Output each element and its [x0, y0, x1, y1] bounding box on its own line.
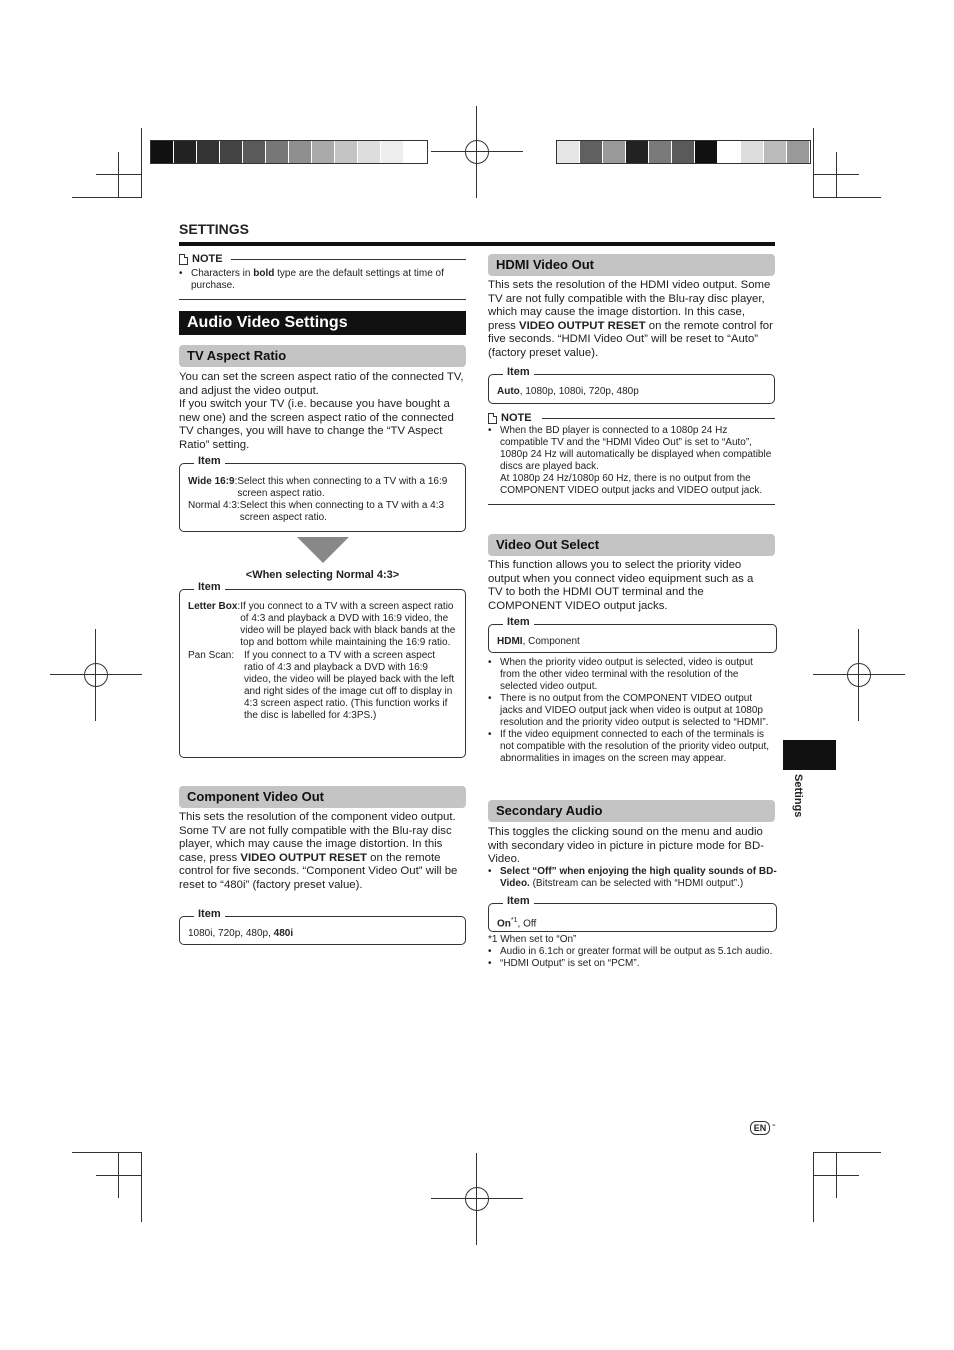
color-bar-right: [556, 140, 811, 164]
color-swatch: [718, 141, 741, 163]
side-tab: [783, 740, 836, 770]
heading-video-out-select: Video Out Select: [488, 534, 775, 556]
component-paragraph: This sets the resolution of the component video output. Some TV are not fully compatible with the Blu-ray disc player, which may cause the image distortion. In this case, press VIDEO OUTPUT RESET on the remote control for five seconds. “Component Video Out” will be reset to “480i” (factory preset value).: [179, 811, 458, 891]
when-selecting-heading: <When selecting Normal 4:3>: [245, 569, 400, 581]
heading-component-video-out: Component Video Out: [179, 786, 466, 808]
hdmi-options: Auto, 1080p, 1080i, 720p, 480p: [497, 386, 639, 397]
color-swatch: [381, 141, 404, 163]
color-bar-left: [150, 140, 428, 164]
color-swatch: [787, 141, 810, 163]
page-title: SETTINGS: [179, 221, 250, 237]
color-swatch: [580, 141, 603, 163]
secondary-audio-bullet: [488, 866, 778, 890]
secondary-audio-item-box: [488, 895, 777, 932]
color-swatch: [358, 141, 381, 163]
color-swatch: [649, 141, 672, 163]
crop-mark: [118, 152, 119, 198]
secondary-audio-options: On$^{*1}$, Off: [497, 917, 537, 930]
footnote-bullets: [488, 946, 775, 970]
list-item: • If the video equipment connected to each of the terminals is not compatible with the resolution of the priority video output, abnormalities in images on the screen may appear.: [488, 729, 775, 765]
crop-mark: [141, 128, 142, 198]
note-label: NOTE: [501, 412, 532, 424]
crop-mark: [72, 197, 142, 198]
component-item-box: [179, 908, 466, 945]
divider: [488, 504, 775, 505]
note-label: NOTE: [192, 253, 223, 265]
side-tab-label: Settings: [792, 774, 804, 818]
list-item: • There is no output from the COMPONENT VIDEO output jacks and VIDEO output jack when video is output at 1080p resolution and the priority video output is selected to “HDMI”.: [488, 693, 775, 729]
hdmi-note-box: [488, 412, 775, 497]
registration-mark: [76, 655, 116, 695]
footnote: *1 When set to “On”: [488, 934, 577, 945]
note-item: • Characters in bold type are the default settings at time of purchase.: [179, 268, 466, 292]
item-label: Item: [194, 581, 225, 593]
registration-mark: [457, 132, 497, 172]
crop-mark: [813, 1175, 859, 1176]
color-swatch: [312, 141, 335, 163]
crop-mark: [96, 1175, 142, 1176]
hdmi-item-box: [488, 366, 775, 404]
heading-tv-aspect-ratio: TV Aspect Ratio: [179, 345, 466, 367]
color-swatch: [220, 141, 243, 163]
color-swatch: [404, 141, 427, 163]
crop-mark: [813, 1152, 814, 1222]
crop-mark: [96, 174, 142, 175]
crop-mark: [813, 174, 859, 175]
crop-mark: [813, 1152, 881, 1153]
crop-mark: [813, 197, 881, 198]
item-label: Item: [194, 908, 225, 920]
secondary-audio-paragraph: This toggles the clicking sound on the menu and audio with secondary video in picture in picture mode for BD-Video.: [488, 826, 765, 866]
list-item: • When the priority video output is selected, video is output from the other video terminal with the resolution of the selected video output.: [488, 657, 775, 693]
color-swatch: [741, 141, 764, 163]
note-item: • When the BD player is connected to a 1080p 24 Hz compatible TV and the “HDMI Video Out” is set to “Auto”, 1080p 24 Hz will automatically be displayed when compatible discs are played back. At 1080p 24 Hz/1080p 60 Hz, there is no output from the COMPONENT VIDEO output jacks and VIDEO output jack.: [488, 425, 775, 497]
color-swatch: [197, 141, 220, 163]
hdmi-paragraph: This sets the resolution of the HDMI video output. Some TV are not fully compatible with the Blu-ray disc player, which may cause the image distortion. In this case, press VIDEO OUTPUT RESET on the remote control for five seconds. “HDMI Video Out” will be reset to “Auto” (factory preset value).: [488, 279, 773, 359]
note-heading: [488, 412, 775, 424]
list-item: • Select “Off” when enjoying the high quality sounds of BD-Video. (Bitstream can be selected with “HDMI output”.): [488, 866, 778, 890]
note-box: [179, 253, 466, 292]
list-item: • “HDMI Output” is set on “PCM”.: [488, 958, 775, 970]
page-number-dash: -: [772, 1119, 776, 1131]
color-swatch: [764, 141, 787, 163]
crop-mark: [813, 128, 814, 198]
option-pan-scan: Pan Scan: If you connect to a TV with a screen aspect ratio of 4:3 and playback a DVD with 16:9 video, the video will be played back with the left and right sides of the image cut off to display in 4:3 screen aspect ratio. (This function works if the disc is labelled for 4:3PS.): [188, 650, 455, 721]
color-swatch: [626, 141, 649, 163]
language-badge: EN: [750, 1121, 770, 1135]
tv-aspect-paragraph: You can set the screen aspect ratio of the connected TV, and adjust the video output. If you switch your TV (i.e. because you have bought a new one) and the screen aspect ratio of the connected TV changes, you will have to change the “TV Aspect Ratio” setting.: [179, 371, 464, 451]
crop-mark: [141, 1152, 142, 1222]
component-options: 1080i, 720p, 480p, 480i: [188, 928, 294, 939]
title-rule: [179, 242, 775, 246]
item-label: Item: [503, 616, 534, 628]
heading-secondary-audio: Secondary Audio: [488, 800, 775, 822]
note-heading: [179, 253, 466, 265]
color-swatch: [243, 141, 266, 163]
note-icon: [179, 254, 188, 265]
option-normal-4-3: Normal 4:3: Select this when connecting to a TV with a 4:3 screen aspect ratio.: [188, 500, 445, 523]
down-arrow-icon: [297, 537, 349, 565]
crop-mark: [836, 152, 837, 198]
item-label: Item: [503, 366, 534, 378]
option-wide-16-9: Wide 16:9: Select this when connecting to a TV with a 16:9 screen aspect ratio.: [188, 476, 448, 499]
list-item: • Audio in 6.1ch or greater format will be output as 5.1ch audio.: [488, 946, 775, 958]
video-out-notes: [488, 657, 775, 765]
video-out-item-box: [488, 616, 777, 653]
video-out-paragraph: This function allows you to select the priority video output when you connect video equipment such as a TV to both the HDMI OUT terminal and the COMPONENT VIDEO output jacks.: [488, 559, 754, 612]
note-icon: [488, 413, 497, 424]
color-swatch: [174, 141, 197, 163]
color-swatch: [335, 141, 358, 163]
divider: [179, 299, 466, 300]
tv-aspect-item-box: [179, 455, 466, 532]
color-swatch: [603, 141, 626, 163]
color-swatch: [695, 141, 718, 163]
color-swatch: [289, 141, 312, 163]
color-swatch: [266, 141, 289, 163]
crop-mark: [72, 1152, 142, 1153]
heading-hdmi-video-out: HDMI Video Out: [488, 254, 775, 276]
section-title-audio-video: Audio Video Settings: [179, 311, 466, 335]
item-label: Item: [194, 455, 225, 467]
option-letter-box: Letter Box: If you connect to a TV with a screen aspect ratio of 4:3 and playback a DVD with 16:9 video, the video will be played back with black bands at the top and bottom while maintaining the 16:9 ratio.: [188, 601, 456, 648]
registration-mark: [839, 655, 879, 695]
color-swatch: [672, 141, 695, 163]
registration-mark: [457, 1179, 497, 1219]
normal-4-3-item-box: [179, 581, 466, 758]
item-label: Item: [503, 895, 534, 907]
color-swatch: [151, 141, 174, 163]
video-out-options: HDMI, Component: [497, 636, 580, 647]
color-swatch: [557, 141, 580, 163]
